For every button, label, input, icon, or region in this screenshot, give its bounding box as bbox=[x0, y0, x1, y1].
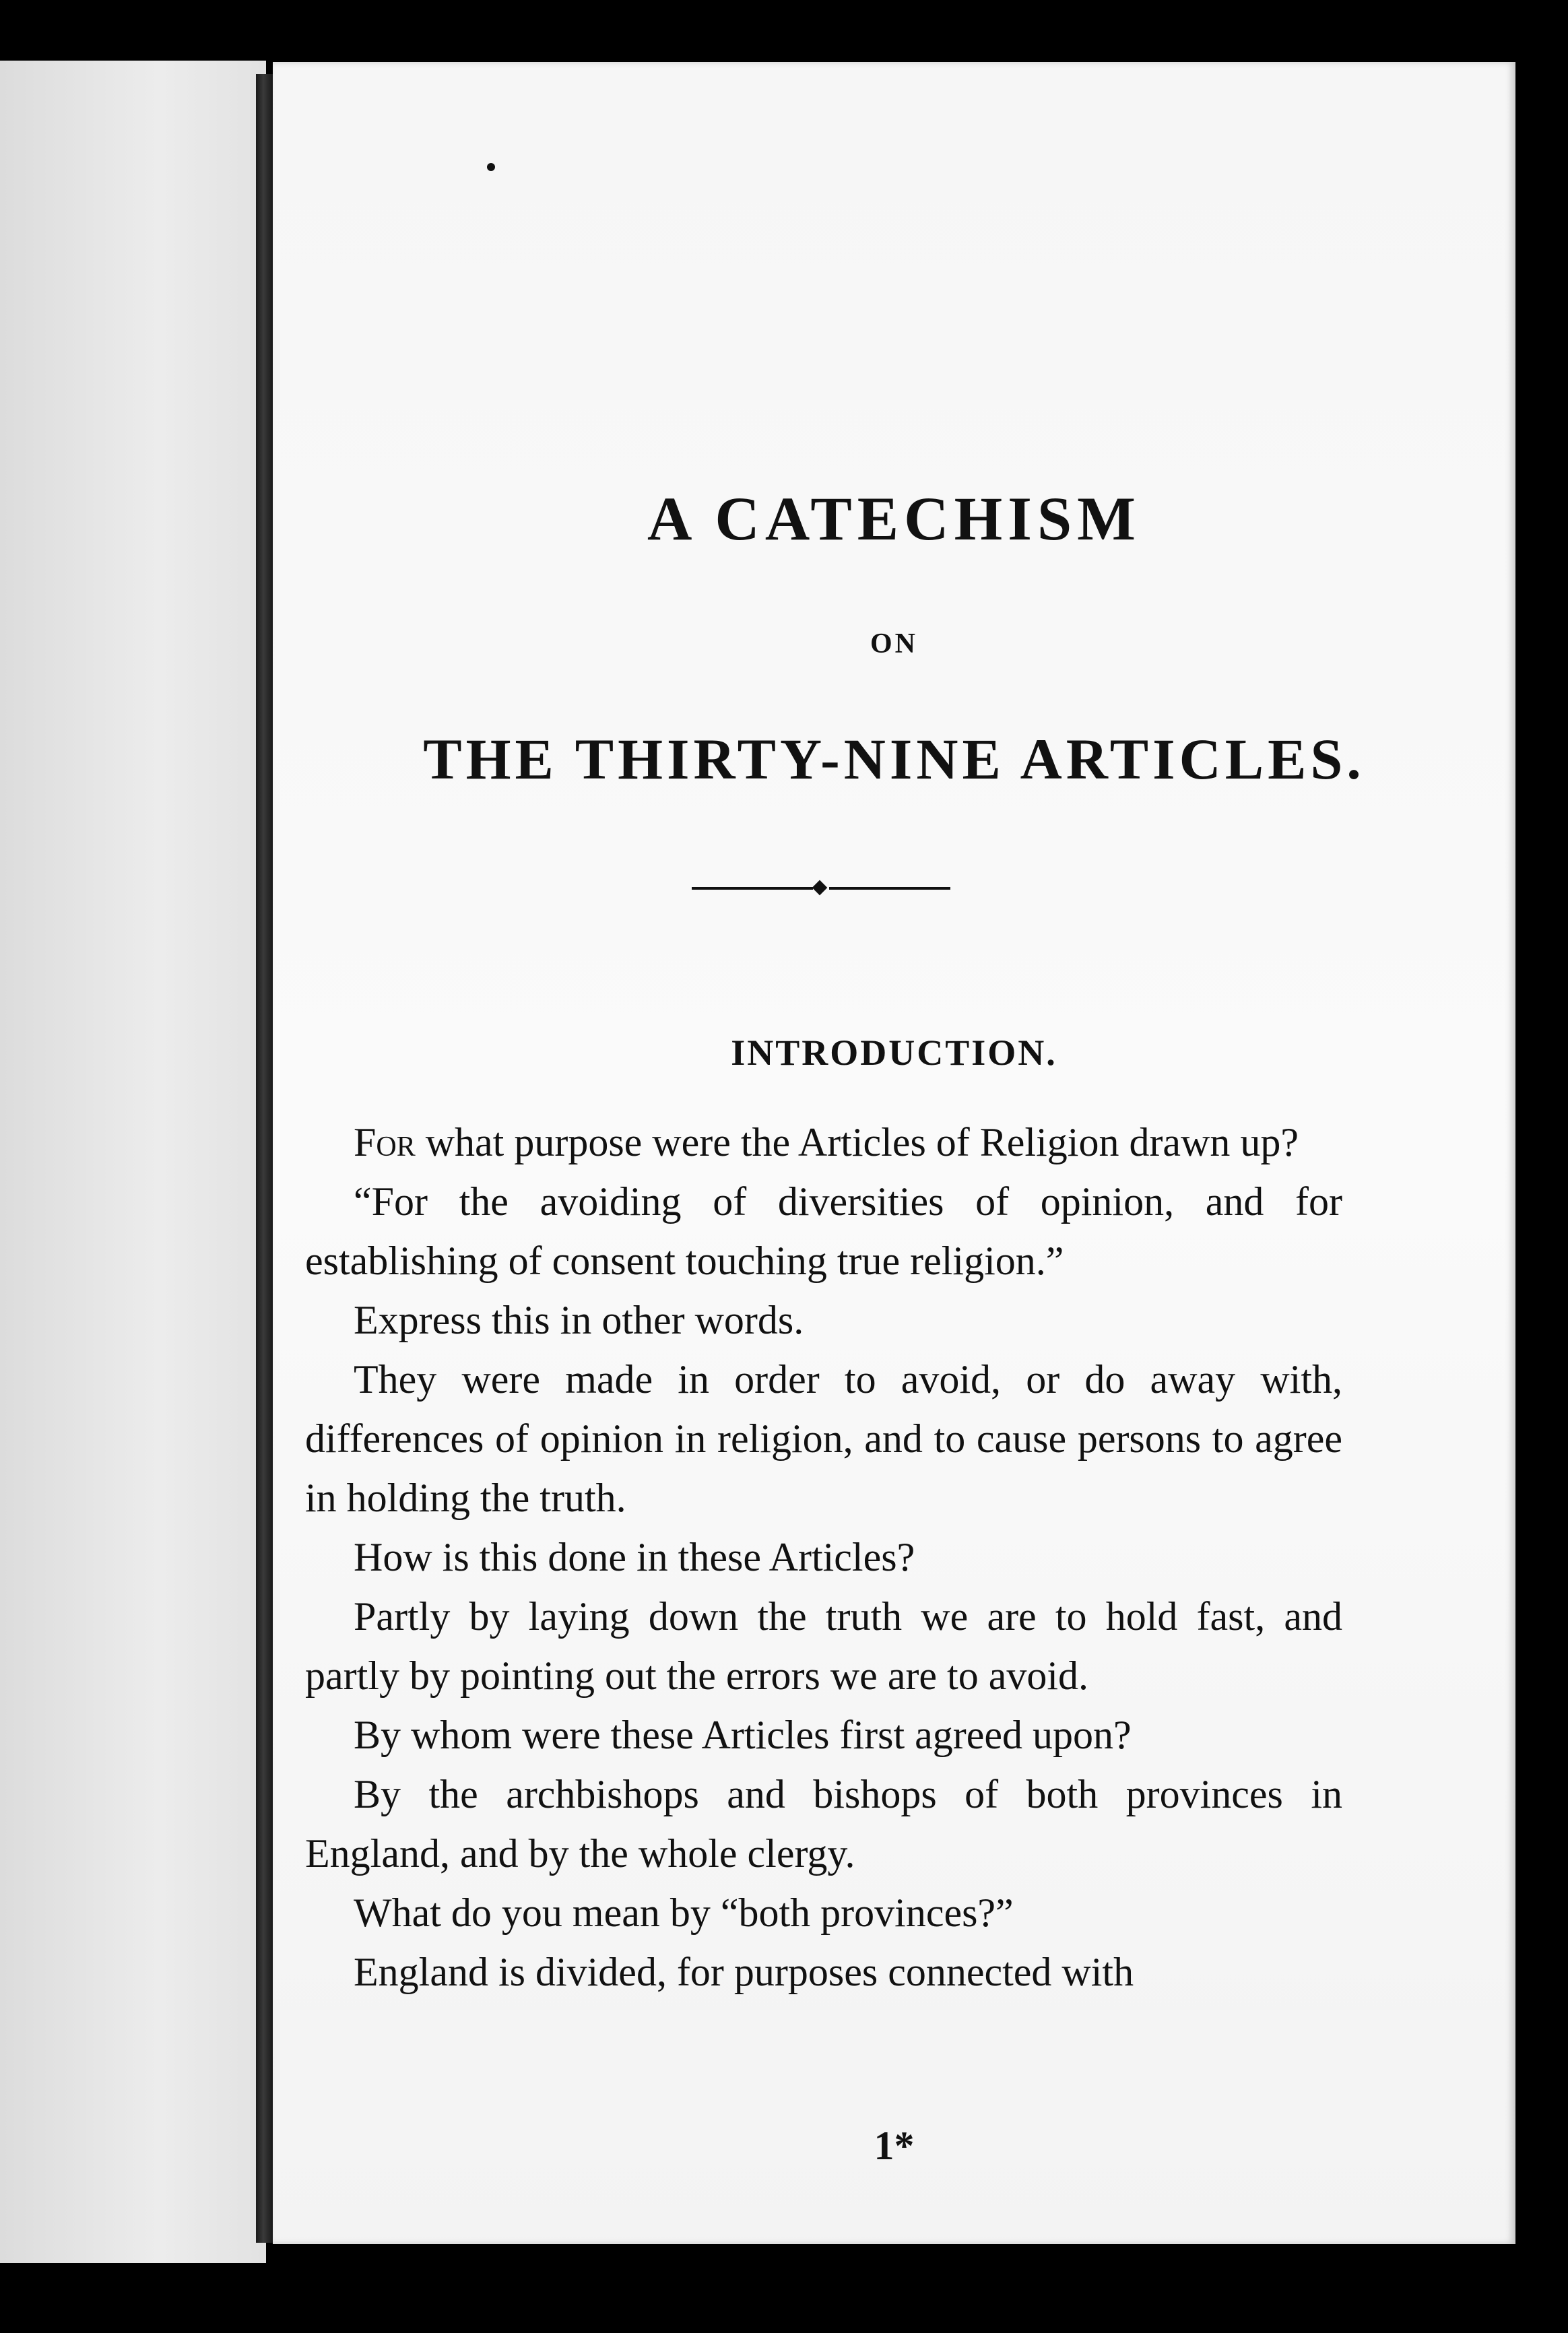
paragraph: They were made in order to avoid, or do away with, differences of opinion in religion, and to cause persons to agree in holding the truth. bbox=[305, 1357, 1342, 1520]
page-title: A CATECHISM bbox=[647, 484, 1141, 553]
book-page bbox=[273, 62, 1515, 2244]
paragraph: By the archbishops and bishops of both provinces in England, and by the whole clergy. bbox=[305, 1772, 1342, 1876]
rule-diamond-icon bbox=[812, 880, 828, 896]
page-number: 1* bbox=[874, 2124, 915, 2168]
paragraph: “For the avoiding of diversities of opinion, and for establishing of consent touching true religion.” bbox=[305, 1179, 1342, 1283]
paragraph: By whom were these Articles first agreed upon? bbox=[354, 1713, 1132, 1757]
paragraph: How is this done in these Articles? bbox=[354, 1535, 915, 1579]
ornamental-rule bbox=[692, 878, 950, 898]
opening-word: For bbox=[354, 1120, 416, 1164]
paragraph: What do you mean by “both provinces?” bbox=[354, 1891, 1014, 1935]
title-connector: ON bbox=[870, 628, 918, 659]
page-subtitle: THE THIRTY-NINE ARTICLES. bbox=[423, 727, 1365, 791]
paragraph bbox=[305, 1113, 1342, 1172]
paragraph: England is divided, for purposes connected with bbox=[354, 1950, 1134, 1994]
paragraph: Partly by laying down the truth we are to hold fast, and partly by pointing out the errors we are to avoid. bbox=[305, 1594, 1342, 1698]
facing-page-left bbox=[0, 61, 266, 2263]
rule-line-left bbox=[692, 887, 813, 890]
section-heading: INTRODUCTION. bbox=[731, 1032, 1057, 1073]
paragraph-text: what purpose were the Articles of Religion drawn up? bbox=[425, 1120, 1299, 1164]
body-text bbox=[305, 1113, 1342, 2002]
paragraph: Express this in other words. bbox=[354, 1298, 804, 1342]
ink-spot bbox=[487, 163, 495, 171]
rule-line-right bbox=[829, 887, 950, 890]
book-gutter bbox=[256, 74, 275, 2243]
